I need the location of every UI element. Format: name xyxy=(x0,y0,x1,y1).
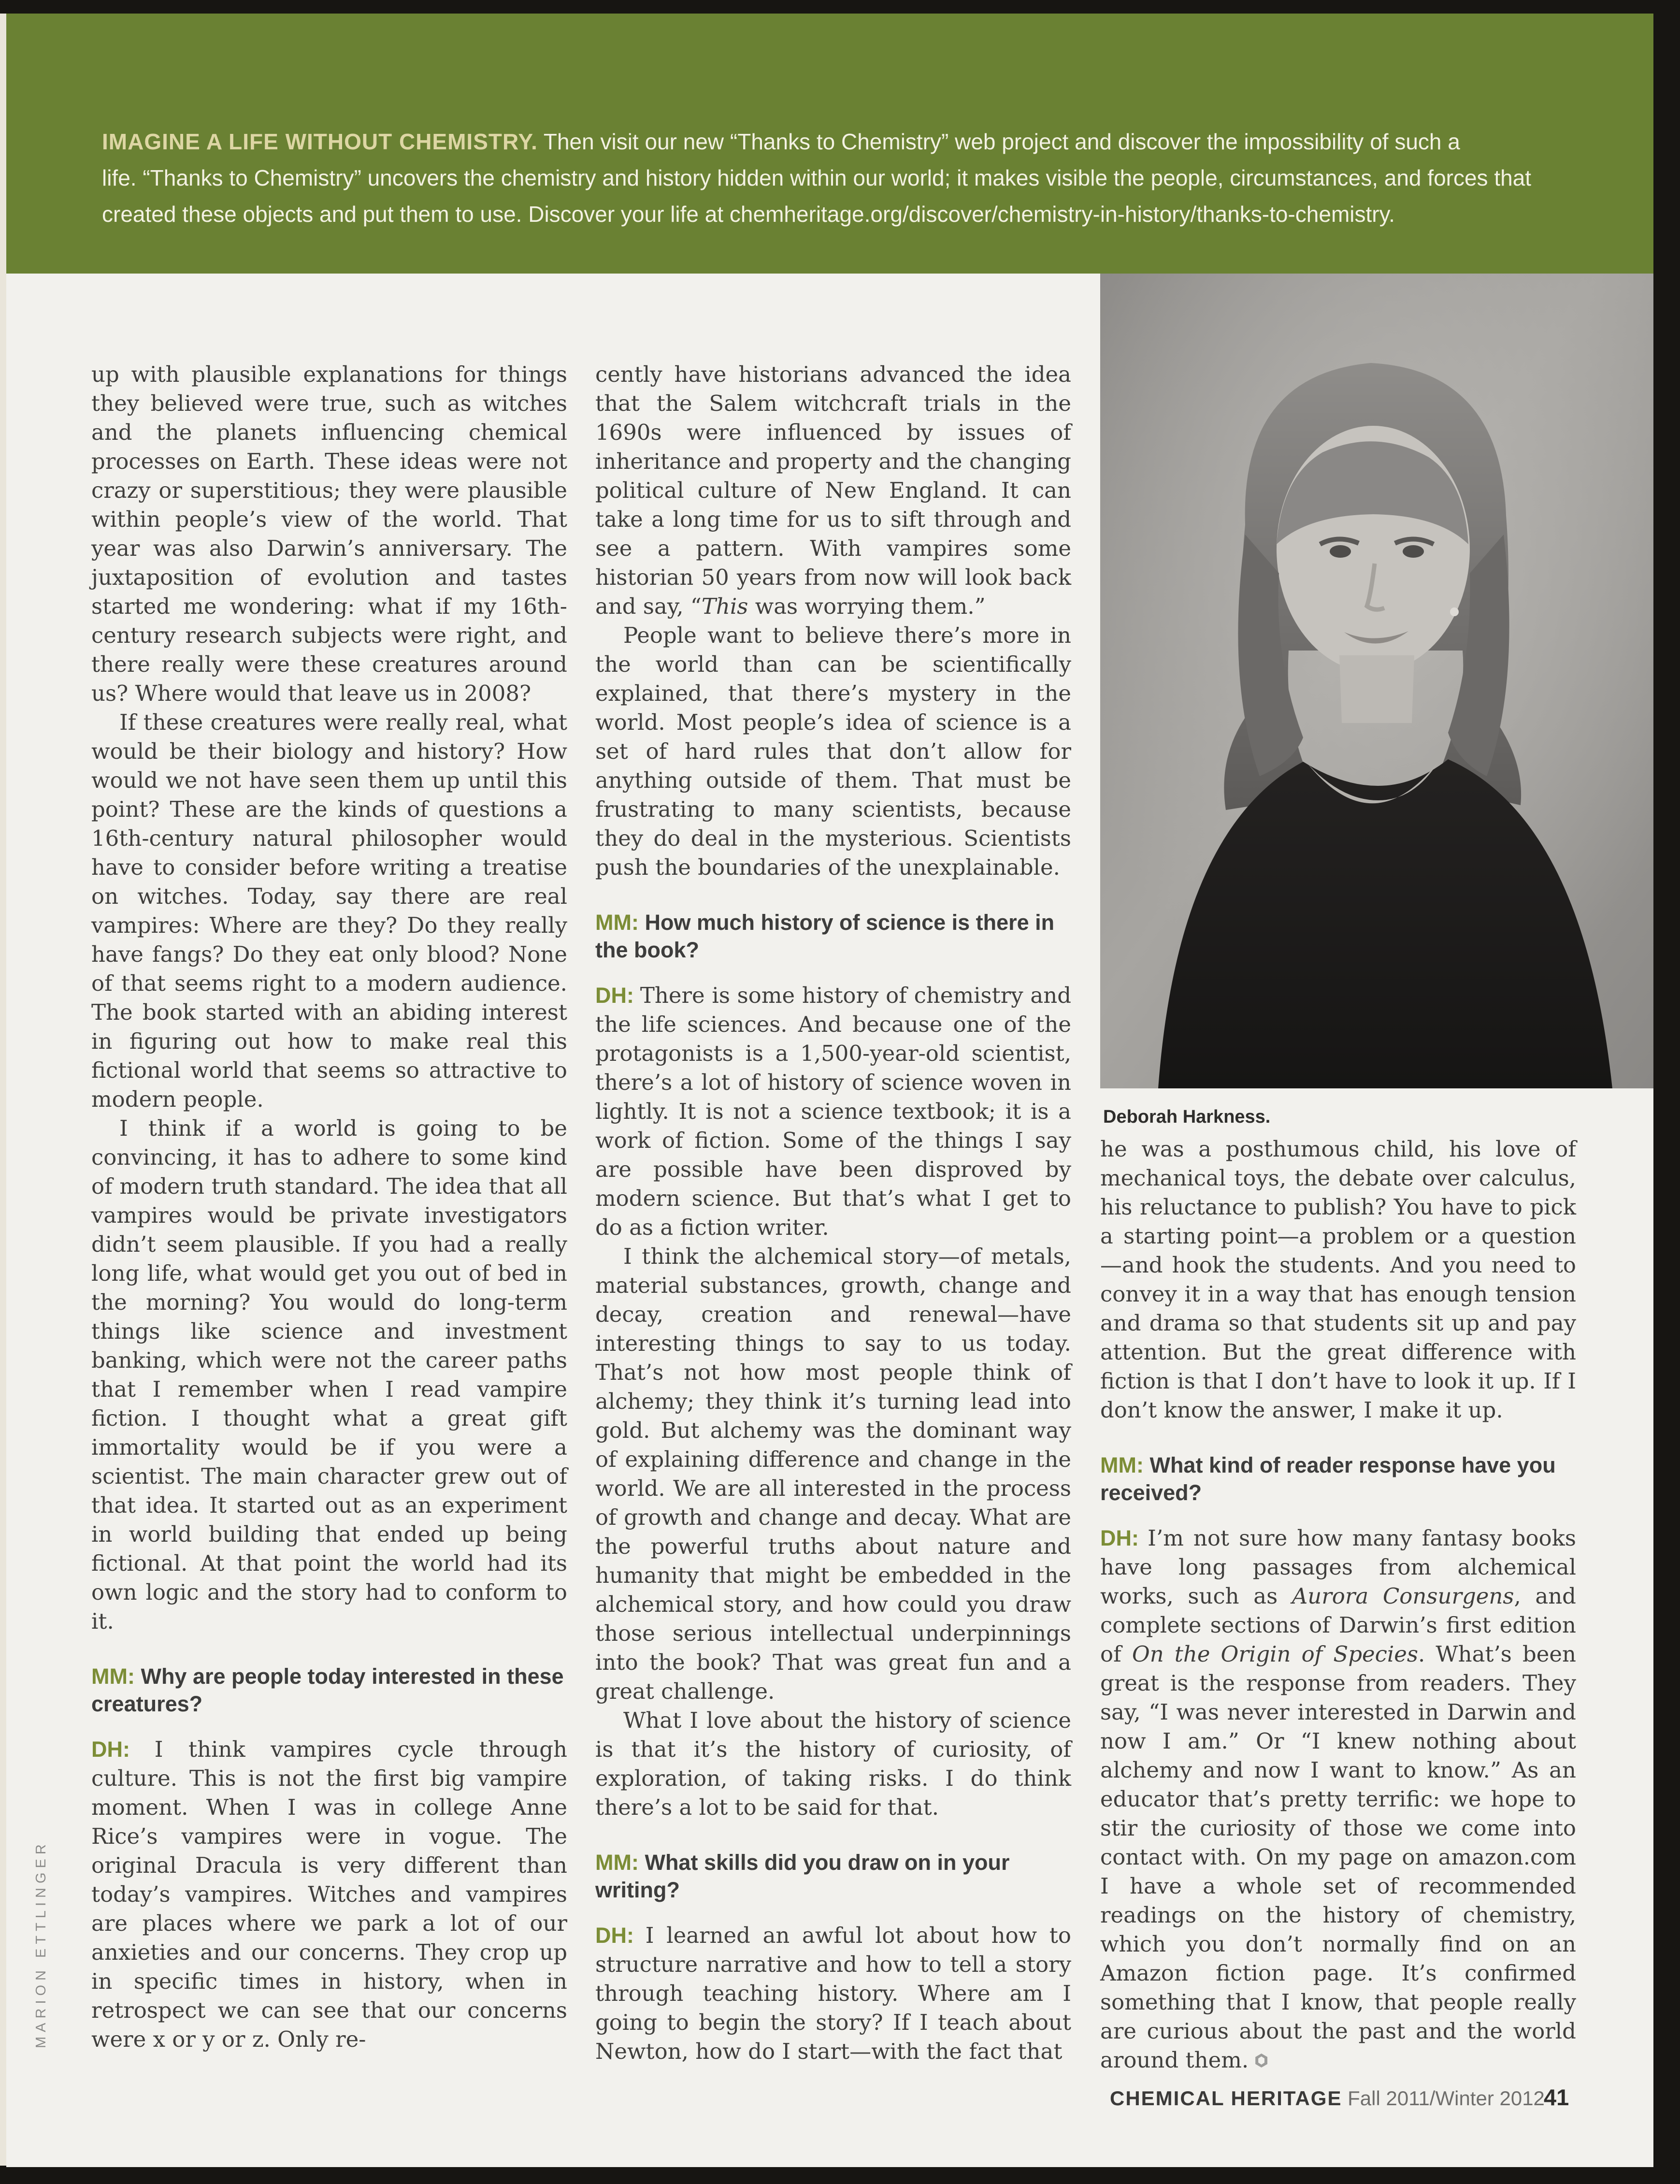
thanks-to-chemistry-banner xyxy=(6,14,1653,274)
banner-title: IMAGINE A LIFE WITHOUT CHEMISTRY. xyxy=(102,129,538,154)
text-column-1 xyxy=(91,360,567,2054)
speaker-label: DH: xyxy=(91,1737,155,1762)
article-paragraph: People want to believe there’s more in the world than can be scientifically explained, that there’s mystery in the world. Most people’s idea of science is a set of hard rules that don’t allow for anything outside of them. That must be frustrating to many scientists, because they do deal in the mysterious. Scientists push the boundaries of the unexplainable. xyxy=(595,622,1071,880)
article-paragraph: What I love about the history of science is that it’s the history of curiosity, of exploration, of taking risks. I do think there’s a lot to be said for that. xyxy=(595,1707,1071,1820)
page-number: 41 xyxy=(1544,2084,1569,2110)
article-paragraph: up with plausible explanations for things they believed were true, such as witches and the planets influencing chemical processes on Earth. These ideas were not crazy or superstitious; they were plausible within people’s view of the world. That year was also Darwin’s anniversary. The juxtaposition of evolution and tastes started me wondering: what if my 16th-century research subjects were right, and there really were these creatures around us? Where would that leave us in 2008? xyxy=(91,362,567,706)
portrait-photo-art xyxy=(1100,274,1653,1088)
article-paragraph: If these creatures were really real, what would be their biology and history? How would we not have seen them up until this point? These are the kinds of questions a 16th-century natural philosopher would have to consider before writing a treatise on witches. Today, say there are real vampires: Where are they? Do they really have fangs? Do they eat only blood? None of that seems right to a modern audience. The book started with an abiding interest in figuring out how to make real this fictional world that seems so attractive to modern people. xyxy=(91,709,567,1112)
speaker-label: MM: xyxy=(91,1664,141,1689)
banner-text xyxy=(102,124,1537,232)
article-paragraph: cently have historians advanced the idea that the Salem witchcraft trials in the 1690s were influenced by issues of inheritance and property and the changing political culture of New England. It can take a long time for us to sift through and see a pattern. With vampires some historian 50 years from now will look back and say, “This was worrying them.” xyxy=(595,362,1071,619)
end-of-article-mark-icon xyxy=(1255,2054,1267,2068)
article-paragraph: DH: There is some history of chemistry and the life sciences. And because one of the protagonists is a 1,500-year-old scientist, there’s a lot of history of science woven in lightly. It is not a science textbook; it is a work of fiction. Some of the things I say are possible have been disproved by modern science. But that’s what I get to do as a fiction writer. xyxy=(595,983,1072,1240)
photo-caption: Deborah Harkness. xyxy=(1103,1107,1271,1127)
text-column-2 xyxy=(595,360,1071,2066)
speaker-label: DH: xyxy=(1100,1526,1148,1550)
interview-question-heading: MM: How much history of science is there in the book? xyxy=(595,910,1055,962)
article-paragraph: I think the alchemical story—of metals, material substances, growth, change and decay, creation and renewal—have interesting things to say to us today. That’s not how most people think of alchemy; they think it’s turning lead into gold. But alchemy was the dominant way of explaining difference and change in the world. We are all interested in the process of growth and change and decay. What are the powerful truths about nature and humanity that might be embedded in the alchemical story, and how could you draw those serious intellectual underpinnings into the book? That was great fun and a great challenge. xyxy=(595,1244,1071,1704)
speaker-label: DH: xyxy=(595,1923,646,1948)
article-paragraph: he was a posthumous child, his love of mechanical toys, the debate over calculus, his reluctance to publish? You have to pick a starting point—a problem or a question—and hook the students. And you need to convey it in a way that has enough tension and drama so that students sit up and pay attention. But the great difference with fiction is that I don’t have to look it up. If I don’t know the answer, I make it up. xyxy=(1100,1136,1576,1423)
issue-label: Fall 2011/Winter 2012 xyxy=(1348,2087,1545,2110)
text-column-3 xyxy=(1100,1135,1576,2075)
interview-question-heading: MM: What kind of reader response have you received? xyxy=(1100,1453,1556,1505)
interview-question-heading: MM: Why are people today interested in these creatures? xyxy=(91,1664,564,1716)
article-paragraph: I think if a world is going to be convincing, it has to adhere to some kind of modern truth standard. The idea that all vampires would be private investigators didn’t seem plausible. If you had a really long life, what would get you out of bed in the morning? You would do long-term things like science and investment banking, which were not the career paths that I remember when I read vampire fiction. I thought what a great gift immortality would be if you were a scientist. The main character grew out of that idea. It started out as an experiment in world building that ended up being fictional. At that point the world had its own logic and the story had to conform to it. xyxy=(91,1115,567,1634)
scan-page-edge xyxy=(0,14,6,2166)
photographer-credit: MARION ETTLINGER xyxy=(33,1840,49,2048)
speaker-label: MM: xyxy=(1100,1453,1150,1477)
portrait-photo xyxy=(1100,274,1653,1088)
magazine-page xyxy=(6,14,1653,2167)
speaker-label: DH: xyxy=(595,983,640,1008)
article-paragraph: DH: I’m not sure how many fantasy books have long passages from alchemical works, such as Aurora Consurgens, and complete sections of Darwin’s first edition of On the Origin of Species. What’s been great is the response from readers. They say, “I was never interested in Darwin and now I am.” Or “I knew nothing about alchemy and now I want to know.” As an educator that’s pretty terrific: we hope to stir the curiosity of those we come into contact with. On my page on amazon.com I have a whole set of recommended readings on the history of chemistry, which you don’t normally find on an Amazon fiction page. It’s confirmed something that I know, that people really are curious about the past and the world around them. xyxy=(1100,1525,1576,2073)
magazine-name: CHEMICAL HERITAGE xyxy=(1110,2087,1342,2110)
article-paragraph: DH: I learned an awful lot about how to structure narrative and how to tell a story through teaching history. Where am I going to begin the story? If I teach about Newton, how do I start—with the fact that xyxy=(595,1923,1071,2064)
speaker-label: MM: xyxy=(595,910,645,935)
banner-body-text: Then visit our new “Thanks to Chemistry” web project and discover the impossibility of such a life. “Thanks to Chemistry” uncovers the chemistry and history hidden within our world; it makes visible the people, circumstances, and forces that created these objects and put them to use. Discover your life at chemheritage.org/discover/chemistry-in-history/thanks-to-chemistry. xyxy=(102,129,1532,227)
article-paragraph: DH: I think vampires cycle through culture. This is not the first big vampire moment. When I was in college Anne Rice’s vampires were in vogue. The original Dracula is very different than today’s vampires. Witches and vampires are places where we park a lot of our anxieties and our concerns. They crop up in specific times in history, when in retrospect we can see that our concerns were x or y or z. Only re- xyxy=(91,1736,567,2052)
speaker-label: MM: xyxy=(595,1850,645,1875)
footer xyxy=(1110,2087,1545,2110)
interview-question-heading: MM: What skills did you draw on in your writing? xyxy=(595,1850,1010,1902)
